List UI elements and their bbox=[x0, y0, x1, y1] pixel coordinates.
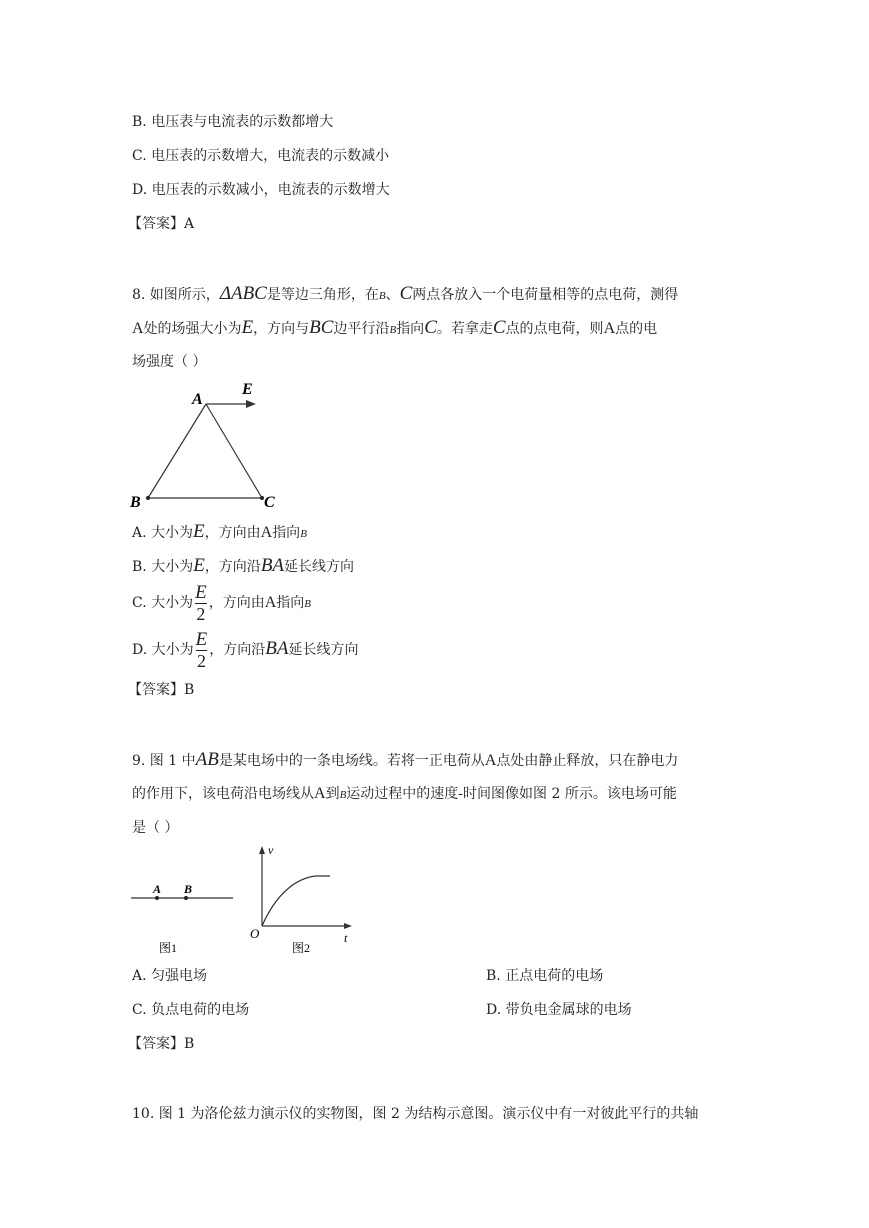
label-v: v bbox=[268, 843, 274, 857]
vt-curve bbox=[262, 876, 330, 926]
q9-answer: 【答案】B bbox=[128, 1036, 195, 1052]
side-ac bbox=[206, 404, 262, 498]
label-a: A bbox=[153, 882, 162, 896]
point-a bbox=[155, 896, 159, 900]
e-arrow-head bbox=[246, 400, 256, 408]
q7-option-b: B. 电压表与电流表的示数都增大 bbox=[132, 114, 334, 130]
q9-stem-line1: 9. 图 1 中AB是某电场中的一条电场线。若将一正电荷从A点处由静止释放，只在静电力 bbox=[132, 749, 679, 770]
q8-stem-line1: 8. 如图所示，ΔABC是等边三角形，在B、C两点各放入一个电荷量相等的点电荷，测得 bbox=[132, 283, 679, 304]
label-a: A bbox=[192, 391, 203, 408]
fig2-caption: 图2 bbox=[292, 941, 311, 955]
point-b bbox=[146, 496, 150, 500]
label-b: B bbox=[184, 882, 193, 896]
q9-option-a: A. 匀强电场 bbox=[132, 968, 208, 984]
q9-stem-line3: 是（ ） bbox=[132, 820, 179, 836]
q10-stem-line1: 10. 图 1 为洛伦兹力演示仪的实物图，图 2 为结构示意图。演示仪中有一对彼此平行的共轴 bbox=[132, 1106, 699, 1122]
label-t: t bbox=[344, 931, 348, 945]
q9-stem-line2: 的作用下，该电荷沿电场线从A到B运动过程中的速度-时间图像如图 2 所示。该电场可能 bbox=[132, 785, 677, 802]
point-b bbox=[184, 896, 188, 900]
q8-answer: 【答案】B bbox=[128, 682, 195, 698]
fraction-e-over-2: $\frac{E}{2}$ bbox=[195, 628, 208, 671]
q8-triangle-figure bbox=[126, 376, 286, 512]
side-ab bbox=[148, 404, 206, 498]
q8-stem-line2: A处的场强大小为E，方向与BC边平行沿B指向C。若拿走C点的点电荷，则A点的电 bbox=[132, 317, 658, 338]
q8-option-b: B. 大小为E，方向沿BA延长线方向 bbox=[132, 555, 355, 576]
q7-answer: 【答案】A bbox=[128, 216, 195, 232]
q8-option-c: C. 大小为 $\frac{E}{2}$ ，方向由A指向B bbox=[132, 581, 312, 624]
q9-option-b: B. 正点电荷的电场 bbox=[486, 968, 604, 984]
label-e: E bbox=[242, 381, 253, 398]
t-axis-arrow bbox=[344, 923, 352, 929]
q7-option-c: C. 电压表的示数增大，电流表的示数减小 bbox=[132, 148, 390, 164]
q9-figure-2 bbox=[246, 842, 366, 960]
fig1-caption: 图1 bbox=[159, 941, 178, 955]
q9-option-d: D. 带负电金属球的电场 bbox=[486, 1002, 632, 1018]
label-c: C bbox=[264, 494, 275, 511]
label-b: B bbox=[130, 494, 141, 511]
q8-option-a: A. 大小为E，方向由A指向B bbox=[132, 521, 307, 542]
label-o: O bbox=[250, 926, 260, 941]
q9-option-c: C. 负点电荷的电场 bbox=[132, 1002, 250, 1018]
q9-figure-1 bbox=[128, 876, 238, 960]
q8-stem-line3: 场强度（ ） bbox=[132, 354, 207, 370]
q8-option-d: D. 大小为 $\frac{E}{2}$ ，方向沿BA延长线方向 bbox=[132, 628, 359, 671]
v-axis-arrow bbox=[259, 846, 265, 854]
fraction-e-over-2: $\frac{E}{2}$ bbox=[195, 581, 207, 624]
q7-option-d: D. 电压表的示数减小，电流表的示数增大 bbox=[132, 182, 390, 198]
